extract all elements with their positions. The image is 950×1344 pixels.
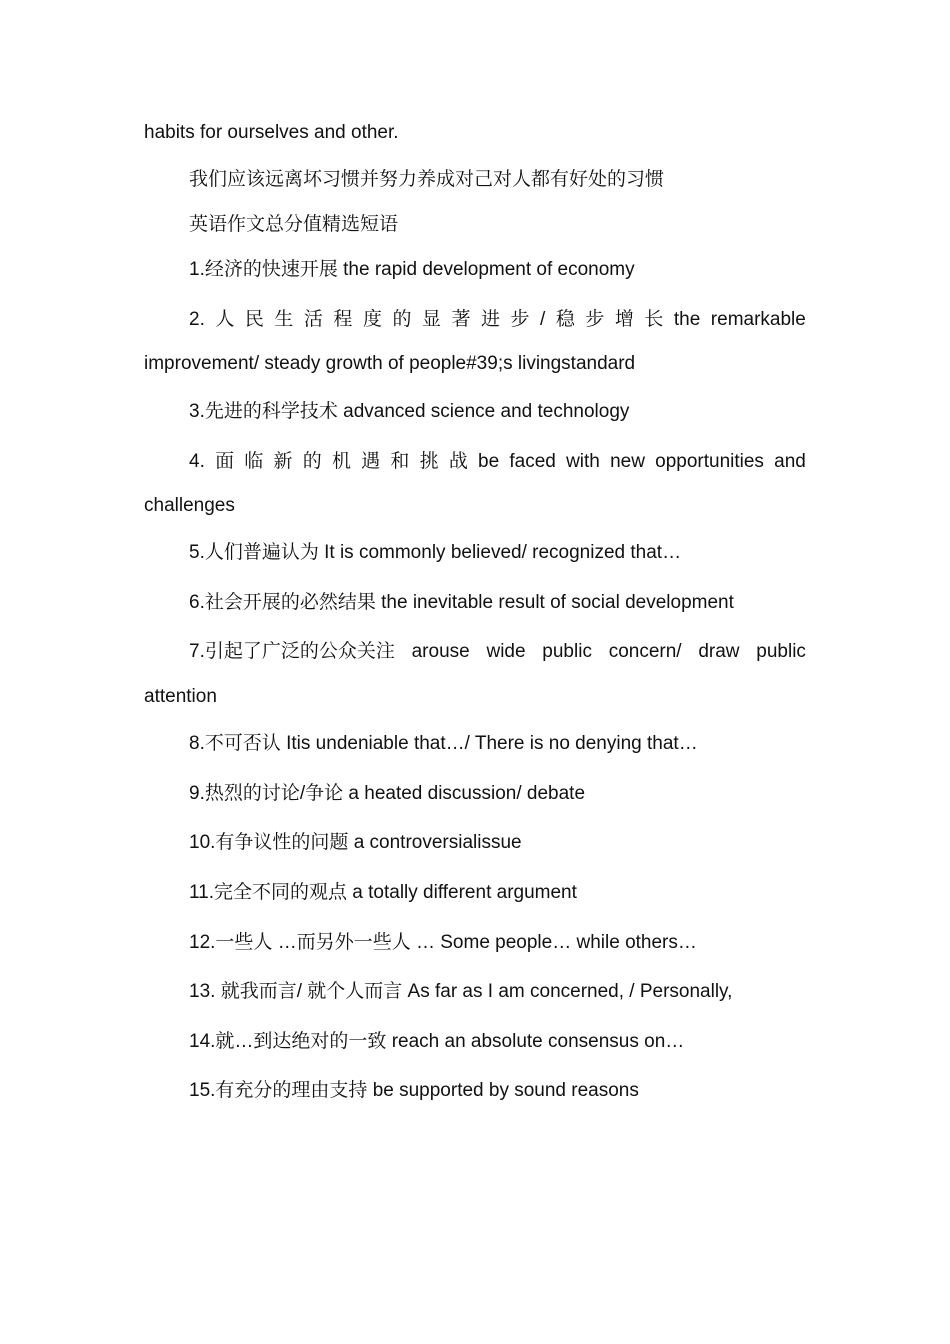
phrase-token: 战 bbox=[448, 451, 468, 472]
phrase-token: 步 bbox=[585, 309, 605, 330]
phrase-item-8: 8.不可否认 Itis undeniable that…/ There is no denying that… bbox=[189, 733, 698, 754]
phrase-token: 进 bbox=[481, 309, 501, 330]
phrase-token: new bbox=[610, 451, 645, 472]
phrase-token: 生 bbox=[274, 309, 294, 330]
phrase-item-13: 13. 就我而言/ 就个人而言 As far as I am concerned, / Personally, bbox=[189, 981, 733, 1002]
phrase-token: public bbox=[756, 641, 806, 662]
phrase-token: 显 bbox=[421, 309, 441, 330]
phrase-item-10: 10.有争议性的问题 a controversialissue bbox=[189, 832, 522, 853]
phrase-token: 增 bbox=[614, 309, 634, 330]
phrase-item-9: 9.热烈的讨论/争论 a heated discussion/ debate bbox=[189, 783, 586, 804]
phrase-item-14: 14.就…到达绝对的一致 reach an absolute consensus on… bbox=[189, 1031, 685, 1052]
phrase-token: opportunities bbox=[655, 451, 764, 472]
phrase-item-3: 3.先进的科学技术 advanced science and technology bbox=[189, 401, 630, 422]
phrase-token: 新 bbox=[273, 451, 293, 472]
phrase-token: arouse bbox=[411, 641, 470, 662]
phrase-item-5: 5.人们普遍认为 It is commonly believed/ recognized that… bbox=[189, 542, 682, 563]
phrase-token: 稳 bbox=[555, 309, 575, 330]
phrase-token: the bbox=[673, 309, 701, 330]
phrase-token: faced bbox=[509, 451, 556, 472]
phrase-token: 民 bbox=[244, 309, 264, 330]
phrase-item-2 bbox=[189, 308, 806, 332]
phrase-token: be bbox=[478, 451, 500, 472]
phrase-token: 人 bbox=[215, 309, 235, 330]
phrase-item-15: 15.有充分的理由支持 be supported by sound reasons bbox=[189, 1080, 639, 1101]
phrase-item-11: 11.完全不同的观点 a totally different argument bbox=[189, 882, 577, 903]
phrase-token: / bbox=[540, 309, 546, 330]
phrase-token: and bbox=[774, 451, 806, 472]
phrase-token: 机 bbox=[331, 451, 351, 472]
phrase-token: 面 bbox=[215, 451, 235, 472]
phrase-item-7-continued: attention bbox=[144, 686, 217, 707]
phrase-token: 程 bbox=[333, 309, 353, 330]
phrase-item-12: 12.一些人 …而另外一些人 … Some people… while others… bbox=[189, 932, 697, 953]
phrase-token: 和 bbox=[390, 451, 410, 472]
phrase-item-6: 6.社会开展的必然结果 the inevitable result of social development bbox=[189, 592, 734, 613]
phrase-token: 7.引起了广泛的公众关注 bbox=[189, 641, 395, 662]
phrase-token: remarkable bbox=[710, 309, 806, 330]
summary-sentence: 我们应该远离坏习惯并努力养成对己对人都有好处的习惯 bbox=[189, 169, 665, 190]
phrase-token: 活 bbox=[303, 309, 323, 330]
phrase-token: 的 bbox=[302, 451, 322, 472]
phrase-token: draw bbox=[698, 641, 740, 662]
phrase-item-1: 1.经济的快速开展 the rapid development of economy bbox=[189, 259, 635, 280]
phrase-token: 2. bbox=[189, 309, 205, 330]
phrase-token: 步 bbox=[510, 309, 530, 330]
phrase-token: concern/ bbox=[608, 641, 682, 662]
phrase-token: 遇 bbox=[361, 451, 381, 472]
section-heading: 英语作文总分值精选短语 bbox=[189, 214, 399, 235]
phrase-token: 长 bbox=[644, 309, 664, 330]
phrase-item-7 bbox=[189, 640, 806, 664]
phrase-item-4 bbox=[189, 450, 806, 474]
phrase-token: public bbox=[542, 641, 592, 662]
phrase-token: 著 bbox=[451, 309, 471, 330]
phrase-token: 的 bbox=[392, 309, 412, 330]
phrase-item-4-continued: challenges bbox=[144, 495, 235, 516]
phrase-token: wide bbox=[486, 641, 526, 662]
phrase-token: 临 bbox=[244, 451, 264, 472]
continuation-line: habits for ourselves and other. bbox=[144, 122, 399, 143]
phrase-token: 度 bbox=[362, 309, 382, 330]
phrase-token: 挑 bbox=[419, 451, 439, 472]
phrase-token: 4. bbox=[189, 451, 205, 472]
phrase-token: with bbox=[566, 451, 600, 472]
phrase-item-2-continued: improvement/ steady growth of people#39;s livingstandard bbox=[144, 353, 636, 374]
